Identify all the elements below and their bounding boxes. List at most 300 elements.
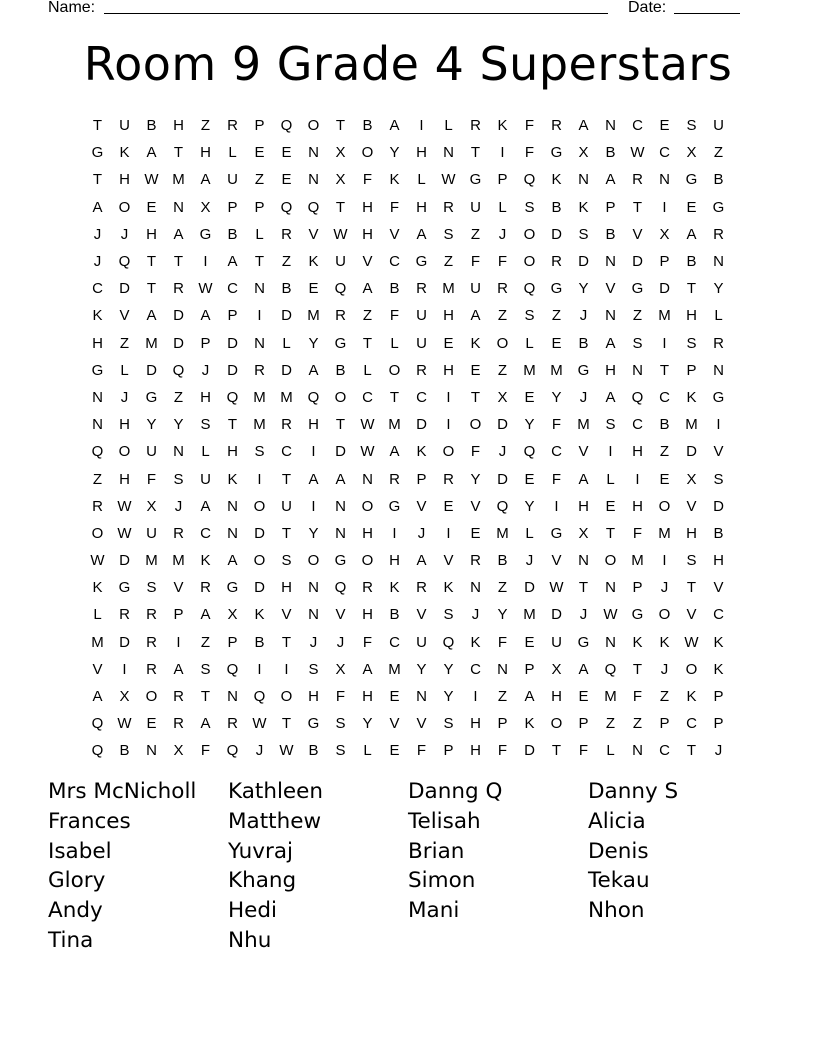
grid-letter[interactable]: W xyxy=(144,171,159,189)
grid-letter[interactable]: F xyxy=(146,470,157,488)
grid-letter[interactable]: B xyxy=(389,606,400,624)
grid-letter[interactable]: H xyxy=(632,443,643,461)
grid-letter[interactable]: K xyxy=(308,253,319,271)
grid-letter[interactable]: S xyxy=(335,742,346,760)
grid-letter[interactable]: A xyxy=(173,660,184,678)
grid-letter[interactable]: O xyxy=(91,524,104,542)
grid-letter[interactable]: E xyxy=(281,171,292,189)
grid-letter[interactable]: J xyxy=(255,742,264,760)
grid-letter[interactable]: P xyxy=(632,579,643,597)
grid-letter[interactable]: D xyxy=(497,416,508,434)
grid-letter[interactable]: D xyxy=(173,334,184,352)
grid-letter[interactable]: B xyxy=(713,171,724,189)
grid-letter[interactable]: S xyxy=(335,715,346,733)
grid-letter[interactable]: N xyxy=(578,171,589,189)
grid-letter[interactable]: M xyxy=(172,552,185,570)
grid-letter[interactable]: G xyxy=(145,388,158,406)
grid-letter[interactable]: H xyxy=(443,361,454,379)
grid-letter[interactable]: G xyxy=(712,198,725,216)
grid-letter[interactable]: J xyxy=(660,660,669,678)
grid-letter[interactable]: P xyxy=(659,715,670,733)
grid-letter[interactable]: X xyxy=(686,144,697,162)
grid-letter[interactable]: R xyxy=(227,715,238,733)
grid-letter[interactable]: B xyxy=(335,361,346,379)
grid-letter[interactable]: E xyxy=(659,117,670,135)
grid-letter[interactable]: Q xyxy=(604,660,617,678)
grid-letter[interactable]: W xyxy=(360,416,375,434)
grid-letter[interactable]: D xyxy=(524,579,535,597)
grid-letter[interactable]: L xyxy=(606,742,615,760)
grid-letter[interactable]: D xyxy=(227,334,238,352)
grid-letter[interactable]: I xyxy=(176,633,181,651)
grid-letter[interactable]: D xyxy=(551,606,562,624)
grid-letter[interactable]: S xyxy=(686,552,697,570)
grid-letter[interactable]: E xyxy=(254,144,265,162)
grid-letter[interactable]: V xyxy=(713,579,724,597)
grid-letter[interactable]: R xyxy=(389,470,400,488)
grid-letter[interactable]: O xyxy=(658,497,671,515)
grid-letter[interactable]: D xyxy=(632,253,643,271)
grid-letter[interactable]: J xyxy=(417,524,426,542)
grid-letter[interactable]: R xyxy=(551,253,562,271)
grid-letter[interactable]: O xyxy=(550,715,563,733)
grid-letter[interactable]: P xyxy=(173,606,184,624)
grid-letter[interactable]: H xyxy=(605,361,616,379)
grid-letter[interactable]: P xyxy=(497,171,508,189)
grid-letter[interactable]: W xyxy=(252,715,267,733)
grid-letter[interactable]: S xyxy=(173,470,184,488)
grid-letter[interactable]: T xyxy=(281,470,292,488)
grid-letter[interactable]: J xyxy=(201,361,210,379)
grid-letter[interactable]: P xyxy=(578,715,589,733)
grid-letter[interactable]: B xyxy=(254,633,265,651)
grid-letter[interactable]: R xyxy=(443,470,454,488)
grid-letter[interactable]: M xyxy=(658,307,671,325)
grid-letter[interactable]: H xyxy=(686,307,697,325)
grid-letter[interactable]: O xyxy=(118,443,131,461)
grid-letter[interactable]: O xyxy=(361,144,374,162)
grid-letter[interactable]: E xyxy=(605,497,616,515)
grid-letter[interactable]: M xyxy=(442,280,455,298)
grid-letter[interactable]: W xyxy=(684,633,699,651)
grid-letter[interactable]: I xyxy=(257,307,262,325)
grid-letter[interactable]: M xyxy=(577,416,590,434)
grid-letter[interactable]: O xyxy=(496,334,509,352)
grid-letter[interactable]: C xyxy=(713,606,724,624)
grid-letter[interactable]: G xyxy=(712,388,725,406)
grid-letter[interactable]: H xyxy=(470,742,481,760)
grid-letter[interactable]: Q xyxy=(442,633,455,651)
grid-letter[interactable]: W xyxy=(117,715,132,733)
grid-letter[interactable]: S xyxy=(578,225,589,243)
grid-letter[interactable]: Q xyxy=(280,117,293,135)
grid-letter[interactable]: Q xyxy=(307,198,320,216)
grid-letter[interactable]: T xyxy=(173,253,184,271)
grid-letter[interactable]: F xyxy=(389,307,400,325)
grid-letter[interactable]: E xyxy=(281,144,292,162)
grid-letter[interactable]: S xyxy=(443,606,454,624)
grid-letter[interactable]: B xyxy=(308,742,319,760)
grid-letter[interactable]: V xyxy=(92,660,103,678)
grid-letter[interactable]: I xyxy=(257,470,262,488)
grid-letter[interactable]: A xyxy=(605,388,616,406)
grid-letter[interactable]: I xyxy=(716,416,721,434)
grid-letter[interactable]: S xyxy=(443,715,454,733)
grid-letter[interactable]: Q xyxy=(523,280,536,298)
grid-letter[interactable]: Z xyxy=(362,307,373,325)
grid-letter[interactable]: F xyxy=(551,416,562,434)
grid-letter[interactable]: A xyxy=(200,606,211,624)
grid-letter[interactable]: N xyxy=(605,579,616,597)
grid-letter[interactable]: D xyxy=(524,742,535,760)
grid-letter[interactable]: K xyxy=(713,660,724,678)
grid-letter[interactable]: H xyxy=(173,117,184,135)
grid-letter[interactable]: V xyxy=(389,225,400,243)
grid-letter[interactable]: Y xyxy=(362,715,373,733)
grid-letter[interactable]: G xyxy=(334,334,347,352)
grid-letter[interactable]: N xyxy=(308,606,319,624)
grid-letter[interactable]: O xyxy=(469,416,482,434)
grid-letter[interactable]: F xyxy=(497,253,508,271)
grid-letter[interactable]: E xyxy=(389,688,400,706)
grid-letter[interactable]: Z xyxy=(659,443,670,461)
grid-letter[interactable]: K xyxy=(389,171,400,189)
grid-letter[interactable]: R xyxy=(92,497,103,515)
grid-letter[interactable]: A xyxy=(200,497,211,515)
grid-letter[interactable]: Z xyxy=(551,307,562,325)
grid-letter[interactable]: N xyxy=(416,688,427,706)
grid-letter[interactable]: Y xyxy=(470,470,481,488)
grid-letter[interactable]: C xyxy=(92,280,103,298)
grid-letter[interactable]: R xyxy=(362,579,373,597)
grid-letter[interactable]: C xyxy=(227,280,238,298)
grid-letter[interactable]: K xyxy=(686,688,697,706)
grid-letter[interactable]: G xyxy=(307,715,320,733)
grid-letter[interactable]: P xyxy=(227,633,238,651)
grid-letter[interactable]: O xyxy=(604,552,617,570)
grid-letter[interactable]: L xyxy=(498,198,507,216)
grid-letter[interactable]: A xyxy=(686,225,697,243)
grid-letter[interactable]: T xyxy=(335,198,346,216)
grid-letter[interactable]: J xyxy=(579,606,588,624)
grid-letter[interactable]: S xyxy=(686,117,697,135)
grid-letter[interactable]: F xyxy=(470,443,481,461)
grid-letter[interactable]: E xyxy=(551,334,562,352)
grid-letter[interactable]: L xyxy=(201,443,210,461)
grid-letter[interactable]: Z xyxy=(254,171,265,189)
grid-letter[interactable]: R xyxy=(713,334,724,352)
grid-letter[interactable]: T xyxy=(335,416,346,434)
name-blank-line[interactable] xyxy=(104,13,608,14)
grid-letter[interactable]: L xyxy=(282,334,291,352)
grid-letter[interactable]: R xyxy=(281,416,292,434)
grid-letter[interactable]: M xyxy=(145,552,158,570)
grid-letter[interactable]: P xyxy=(443,742,454,760)
grid-letter[interactable]: I xyxy=(662,334,667,352)
grid-letter[interactable]: J xyxy=(660,579,669,597)
grid-letter[interactable]: F xyxy=(524,117,535,135)
grid-letter[interactable]: D xyxy=(119,280,130,298)
grid-letter[interactable]: V xyxy=(362,253,373,271)
grid-letter[interactable]: Z xyxy=(173,388,184,406)
grid-letter[interactable]: K xyxy=(227,470,238,488)
grid-letter[interactable]: K xyxy=(659,633,670,651)
grid-letter[interactable]: S xyxy=(200,416,211,434)
grid-letter[interactable]: X xyxy=(578,524,589,542)
grid-letter[interactable]: D xyxy=(578,253,589,271)
grid-letter[interactable]: Q xyxy=(334,579,347,597)
grid-letter[interactable]: Y xyxy=(173,416,184,434)
grid-letter[interactable]: Z xyxy=(281,253,292,271)
grid-letter[interactable]: Q xyxy=(226,388,239,406)
grid-letter[interactable]: P xyxy=(227,307,238,325)
grid-letter[interactable]: W xyxy=(441,171,456,189)
grid-letter[interactable]: O xyxy=(388,361,401,379)
grid-letter[interactable]: M xyxy=(253,388,266,406)
grid-letter[interactable]: U xyxy=(470,280,481,298)
grid-letter[interactable]: D xyxy=(335,443,346,461)
grid-letter[interactable]: T xyxy=(92,171,103,189)
grid-letter[interactable]: P xyxy=(497,715,508,733)
grid-letter[interactable]: G xyxy=(631,280,644,298)
grid-letter[interactable]: F xyxy=(200,742,211,760)
grid-letter[interactable]: K xyxy=(524,715,535,733)
grid-letter[interactable]: U xyxy=(146,524,157,542)
grid-letter[interactable]: N xyxy=(308,579,319,597)
grid-letter[interactable]: R xyxy=(470,117,481,135)
grid-letter[interactable]: M xyxy=(631,552,644,570)
grid-letter[interactable]: X xyxy=(200,198,211,216)
grid-letter[interactable]: A xyxy=(578,117,589,135)
grid-letter[interactable]: I xyxy=(500,144,505,162)
grid-letter[interactable]: A xyxy=(173,225,184,243)
grid-letter[interactable]: T xyxy=(605,524,616,542)
grid-letter[interactable]: Z xyxy=(200,633,211,651)
grid-letter[interactable]: E xyxy=(470,524,481,542)
grid-letter[interactable]: F xyxy=(335,688,346,706)
grid-letter[interactable]: Z xyxy=(632,715,643,733)
grid-letter[interactable]: F xyxy=(578,742,589,760)
grid-letter[interactable]: T xyxy=(686,579,697,597)
grid-letter[interactable]: D xyxy=(686,443,697,461)
grid-letter[interactable]: M xyxy=(658,524,671,542)
grid-letter[interactable]: U xyxy=(416,334,427,352)
grid-letter[interactable]: A xyxy=(200,307,211,325)
grid-letter[interactable]: H xyxy=(200,388,211,406)
grid-letter[interactable]: K xyxy=(92,307,103,325)
grid-letter[interactable]: A xyxy=(227,552,238,570)
grid-letter[interactable]: B xyxy=(578,334,589,352)
grid-letter[interactable]: H xyxy=(389,552,400,570)
grid-letter[interactable]: J xyxy=(579,307,588,325)
grid-letter[interactable]: N xyxy=(227,688,238,706)
grid-letter[interactable]: Q xyxy=(523,171,536,189)
grid-letter[interactable]: Q xyxy=(523,443,536,461)
grid-letter[interactable]: X xyxy=(119,688,130,706)
grid-letter[interactable]: S xyxy=(524,198,535,216)
grid-letter[interactable]: G xyxy=(631,606,644,624)
grid-letter[interactable]: P xyxy=(713,688,724,706)
grid-letter[interactable]: X xyxy=(146,497,157,515)
grid-letter[interactable]: A xyxy=(578,660,589,678)
grid-letter[interactable]: Q xyxy=(91,715,104,733)
grid-letter[interactable]: K xyxy=(119,144,130,162)
grid-letter[interactable]: B xyxy=(281,280,292,298)
grid-letter[interactable]: Y xyxy=(416,660,427,678)
grid-letter[interactable]: B xyxy=(686,253,697,271)
grid-letter[interactable]: B xyxy=(389,280,400,298)
grid-letter[interactable]: D xyxy=(119,633,130,651)
grid-letter[interactable]: O xyxy=(118,198,131,216)
grid-letter[interactable]: V xyxy=(713,443,724,461)
grid-letter[interactable]: T xyxy=(335,117,346,135)
grid-letter[interactable]: T xyxy=(686,742,697,760)
grid-letter[interactable]: M xyxy=(523,361,536,379)
grid-letter[interactable]: B xyxy=(497,552,508,570)
grid-letter[interactable]: C xyxy=(470,660,481,678)
grid-letter[interactable]: Z xyxy=(497,361,508,379)
grid-letter[interactable]: B xyxy=(605,144,616,162)
grid-letter[interactable]: N xyxy=(578,552,589,570)
grid-letter[interactable]: N xyxy=(308,171,319,189)
grid-letter[interactable]: A xyxy=(227,253,238,271)
grid-letter[interactable]: G xyxy=(91,144,104,162)
grid-letter[interactable]: T xyxy=(470,388,481,406)
grid-letter[interactable]: D xyxy=(254,524,265,542)
grid-letter[interactable]: U xyxy=(551,633,562,651)
grid-letter[interactable]: Y xyxy=(551,388,562,406)
grid-letter[interactable]: S xyxy=(632,334,643,352)
grid-letter[interactable]: K xyxy=(470,334,481,352)
grid-letter[interactable]: P xyxy=(416,470,427,488)
grid-letter[interactable]: N xyxy=(335,497,346,515)
grid-letter[interactable]: A xyxy=(605,171,616,189)
grid-letter[interactable]: B xyxy=(551,198,562,216)
grid-letter[interactable]: R xyxy=(173,715,184,733)
grid-letter[interactable]: X xyxy=(551,660,562,678)
grid-letter[interactable]: V xyxy=(686,497,697,515)
grid-letter[interactable]: T xyxy=(146,253,157,271)
grid-letter[interactable]: R xyxy=(443,198,454,216)
grid-letter[interactable]: H xyxy=(362,688,373,706)
grid-letter[interactable]: N xyxy=(254,280,265,298)
grid-letter[interactable]: Y xyxy=(389,144,400,162)
grid-letter[interactable]: J xyxy=(120,388,129,406)
grid-letter[interactable]: A xyxy=(200,715,211,733)
grid-letter[interactable]: H xyxy=(92,334,103,352)
grid-letter[interactable]: O xyxy=(253,497,266,515)
grid-letter[interactable]: N xyxy=(632,361,643,379)
grid-letter[interactable]: L xyxy=(714,307,723,325)
grid-letter[interactable]: A xyxy=(389,117,400,135)
grid-letter[interactable]: O xyxy=(253,552,266,570)
grid-letter[interactable]: I xyxy=(257,660,262,678)
grid-letter[interactable]: O xyxy=(523,225,536,243)
grid-letter[interactable]: C xyxy=(632,117,643,135)
grid-letter[interactable]: O xyxy=(307,117,320,135)
grid-letter[interactable]: G xyxy=(91,361,104,379)
grid-letter[interactable]: N xyxy=(605,253,616,271)
grid-letter[interactable]: A xyxy=(200,171,211,189)
grid-letter[interactable]: K xyxy=(632,633,643,651)
grid-letter[interactable]: H xyxy=(281,579,292,597)
grid-letter[interactable]: Y xyxy=(497,606,508,624)
grid-letter[interactable]: A xyxy=(389,443,400,461)
grid-letter[interactable]: K xyxy=(200,552,211,570)
grid-letter[interactable]: N xyxy=(173,443,184,461)
grid-letter[interactable]: T xyxy=(281,633,292,651)
grid-letter[interactable]: E xyxy=(524,388,535,406)
grid-letter[interactable]: Z xyxy=(443,253,454,271)
grid-letter[interactable]: T xyxy=(227,416,238,434)
grid-letter[interactable]: H xyxy=(416,144,427,162)
grid-letter[interactable]: I xyxy=(608,443,613,461)
grid-letter[interactable]: H xyxy=(200,144,211,162)
grid-letter[interactable]: J xyxy=(498,443,507,461)
grid-letter[interactable]: I xyxy=(554,497,559,515)
grid-letter[interactable]: R xyxy=(173,280,184,298)
grid-letter[interactable]: B xyxy=(605,225,616,243)
grid-letter[interactable]: L xyxy=(525,334,534,352)
grid-letter[interactable]: F xyxy=(632,688,643,706)
grid-letter[interactable]: A xyxy=(146,307,157,325)
grid-letter[interactable]: H xyxy=(362,524,373,542)
grid-letter[interactable]: E xyxy=(146,715,157,733)
grid-letter[interactable]: T xyxy=(578,579,589,597)
grid-letter[interactable]: H xyxy=(362,198,373,216)
grid-letter[interactable]: W xyxy=(603,606,618,624)
grid-letter[interactable]: L xyxy=(444,117,453,135)
grid-letter[interactable]: N xyxy=(659,171,670,189)
grid-letter[interactable]: Q xyxy=(226,742,239,760)
grid-letter[interactable]: O xyxy=(334,388,347,406)
grid-letter[interactable]: N xyxy=(713,361,724,379)
grid-letter[interactable]: N xyxy=(497,660,508,678)
grid-letter[interactable]: D xyxy=(254,579,265,597)
grid-letter[interactable]: M xyxy=(253,416,266,434)
grid-letter[interactable]: M xyxy=(280,388,293,406)
grid-letter[interactable]: H xyxy=(470,715,481,733)
grid-letter[interactable]: X xyxy=(335,144,346,162)
grid-letter[interactable]: U xyxy=(416,307,427,325)
grid-letter[interactable]: H xyxy=(119,470,130,488)
grid-letter[interactable]: R xyxy=(254,361,265,379)
grid-letter[interactable]: Q xyxy=(172,361,185,379)
grid-letter[interactable]: I xyxy=(635,470,640,488)
grid-letter[interactable]: F xyxy=(497,633,508,651)
grid-letter[interactable]: F xyxy=(362,171,373,189)
grid-letter[interactable]: D xyxy=(281,361,292,379)
grid-letter[interactable]: G xyxy=(226,579,239,597)
grid-letter[interactable]: A xyxy=(578,470,589,488)
grid-letter[interactable]: Y xyxy=(308,524,319,542)
grid-letter[interactable]: J xyxy=(309,633,318,651)
grid-letter[interactable]: N xyxy=(254,334,265,352)
grid-letter[interactable]: R xyxy=(551,117,562,135)
grid-letter[interactable]: H xyxy=(308,688,319,706)
grid-letter[interactable]: E xyxy=(578,688,589,706)
grid-letter[interactable]: W xyxy=(360,443,375,461)
grid-letter[interactable]: L xyxy=(120,361,129,379)
grid-letter[interactable]: O xyxy=(145,688,158,706)
grid-letter[interactable]: S xyxy=(146,579,157,597)
grid-letter[interactable]: X xyxy=(173,742,184,760)
grid-letter[interactable]: R xyxy=(497,280,508,298)
grid-letter[interactable]: T xyxy=(362,334,373,352)
grid-letter[interactable]: T xyxy=(389,388,400,406)
grid-letter[interactable]: P xyxy=(254,198,265,216)
grid-letter[interactable]: J xyxy=(336,633,345,651)
